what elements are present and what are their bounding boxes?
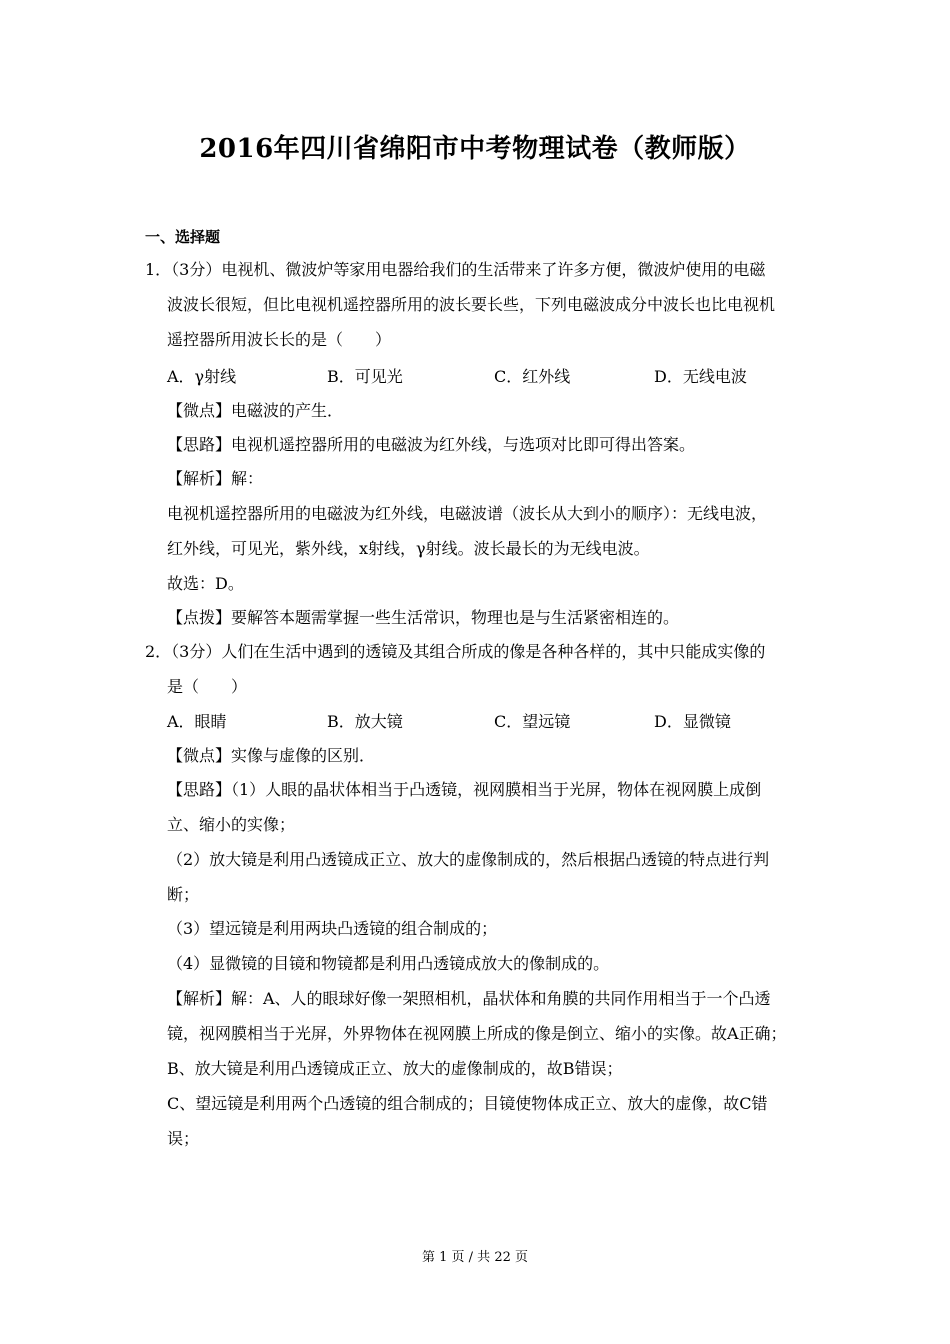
q1-analysis-line-2: 红外线，可见光，紫外线，x射线，γ射线。波长最长的为无线电波。 <box>167 539 650 558</box>
q1-option-c: C．红外线 <box>494 367 571 386</box>
q2-idea-line-4: 断； <box>167 885 200 904</box>
q2-point: 【微点】实像与虚像的区别． <box>167 746 376 765</box>
q1-answer: 故选：D。 <box>167 574 244 593</box>
q1-option-d: D．无线电波 <box>654 367 747 386</box>
section-heading: 一、选择题 <box>145 228 221 246</box>
q1-analysis-line-1: 电视机遥控器所用的电磁波为红外线，电磁波谱（波长从大到小的顺序）：无线电波， <box>167 504 768 523</box>
q2-stem-line-1: 2．（3分）人们在生活中遇到的透镜及其组合所成的像是各种各样的，其中只能成实像的 <box>145 642 766 661</box>
q2-analysis-line-3: B、放大镜是利用凸透镜成正立、放大的虚像制成的，故B错误； <box>167 1059 623 1078</box>
q1-option-a: A．γ射线 <box>167 367 237 386</box>
q2-option-c: C．望远镜 <box>494 712 571 731</box>
page-title: 2016年四川省绵阳市中考物理试卷（教师版） <box>199 134 751 164</box>
page-footer: 第 1 页 / 共 22 页 <box>422 1250 528 1265</box>
q1-stem-line-2: 波波长很短，但比电视机遥控器所用的波长要长些，下列电磁波成分中波长也比电视机 <box>167 295 776 314</box>
q2-option-a: A．眼睛 <box>167 712 227 731</box>
q1-point: 【微点】电磁波的产生． <box>167 401 344 420</box>
q2-option-b: B．放大镜 <box>327 712 403 731</box>
q1-stem-line-3: 遥控器所用波长长的是（ ） <box>167 330 392 349</box>
q2-idea-line-1: 【思路】（1）人眼的晶状体相当于凸透镜，视网膜相当于光屏，物体在视网膜上成倒 <box>167 780 762 799</box>
q2-stem-line-2: 是（ ） <box>167 677 248 696</box>
q2-analysis-line-4: C、望远镜是利用两个凸透镜的组合制成的；目镜使物体成正立、放大的虚像，故C错 <box>167 1094 768 1113</box>
q1-option-b: B．可见光 <box>327 367 403 386</box>
q1-idea: 【思路】电视机遥控器所用的电磁波为红外线，与选项对比即可得出答案。 <box>167 435 696 454</box>
q2-option-d: D．显微镜 <box>654 712 731 731</box>
q2-analysis-line-2: 镜，视网膜相当于光屏，外界物体在视网膜上所成的像是倒立、缩小的实像。故A正确； <box>167 1024 787 1043</box>
q2-analysis-line-1: 【解析】解：A、人的眼球好像一架照相机，晶状体和角膜的共同作用相当于一个凸透 <box>167 989 771 1008</box>
q2-idea-line-3: （2）放大镜是利用凸透镜成正立、放大的虚像制成的，然后根据凸透镜的特点进行判 <box>167 850 770 869</box>
q2-idea-line-6: （4）显微镜的目镜和物镜都是利用凸透镜成放大的像制成的。 <box>167 954 610 973</box>
q1-tip: 【点拨】要解答本题需掌握一些生活常识，物理也是与生活紧密相连的。 <box>167 608 680 627</box>
q1-analysis-head: 【解析】解： <box>167 469 264 488</box>
q2-analysis-line-5: 误； <box>167 1129 200 1148</box>
q1-stem-line-1: 1．（3分）电视机、微波炉等家用电器给我们的生活带来了许多方便，微波炉使用的电磁 <box>145 260 766 279</box>
q2-idea-line-2: 立、缩小的实像； <box>167 815 296 834</box>
q2-idea-line-5: （3）望远镜是利用两块凸透镜的组合制成的； <box>167 919 498 938</box>
